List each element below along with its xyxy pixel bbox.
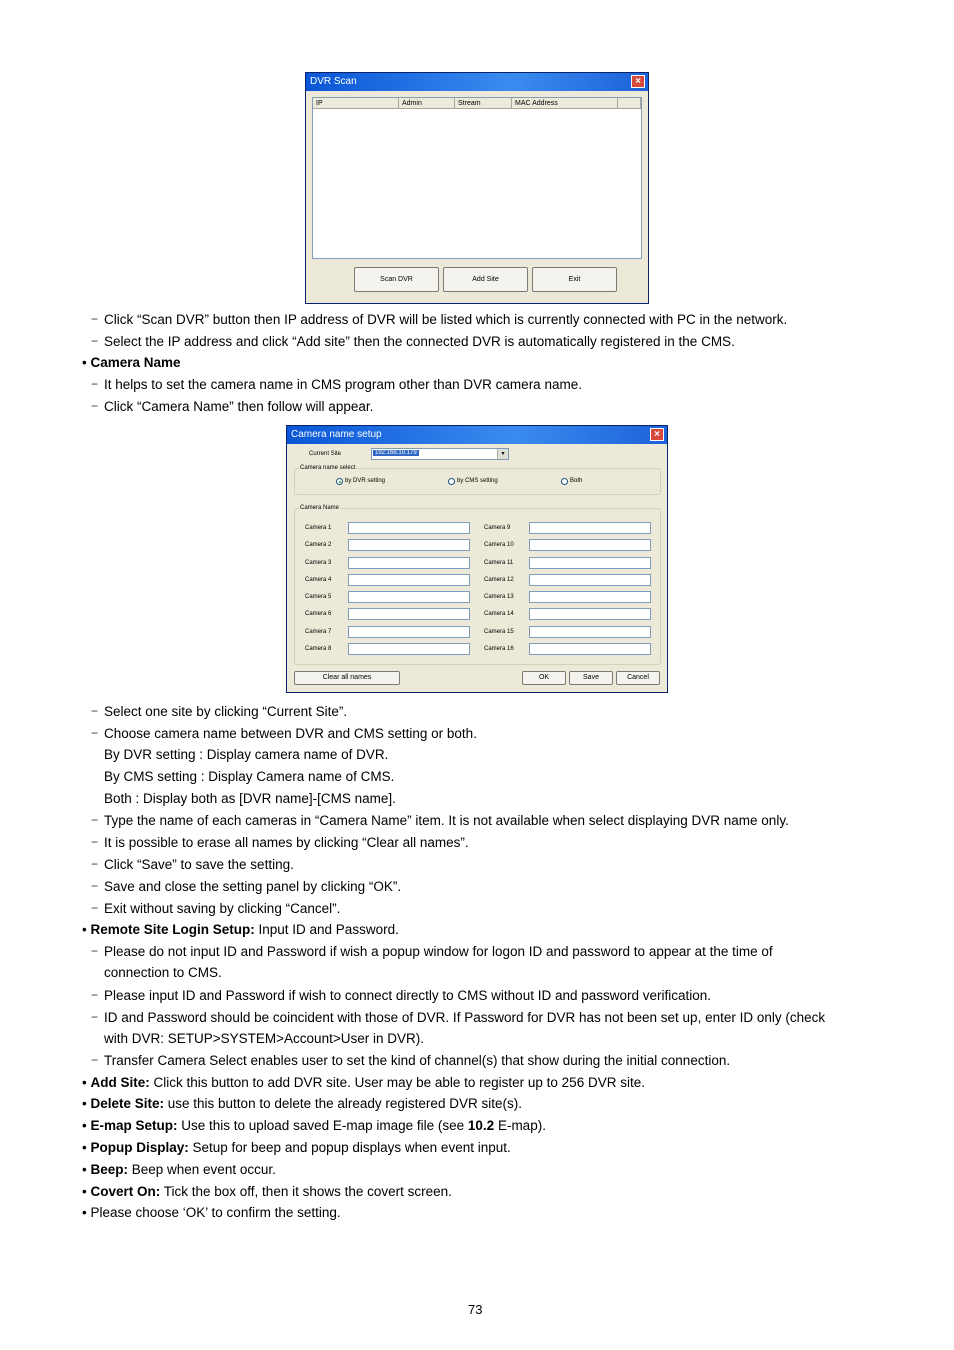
bullet-heading: Add Site: [90,1075,150,1090]
column-ip[interactable]: IP [313,98,399,109]
camera-label: Camera 5 [305,594,332,600]
camera-setup-titlebar [287,426,667,444]
current-site-select[interactable] [371,448,509,460]
bullet-heading: Delete Site: [90,1096,165,1111]
camera-setup-title: Camera name setup [291,429,382,440]
text-line: It helps to set the camera name in CMS program other than DVR camera name. [104,377,582,392]
camera-name-field[interactable] [529,591,651,603]
group-label: Camera Name [300,505,340,511]
text-line: Save and close the setting panel by clicking “OK”. [104,879,402,894]
bullet-heading: Beep: [90,1162,128,1177]
bullet-delete-site: • Delete Site: use this button to delete the already registered DVR site(s). [82,1096,522,1111]
camera-name-field[interactable] [529,626,651,638]
save-button[interactable]: Save [569,671,613,685]
camera-name-field[interactable] [529,574,651,586]
camera-name-field[interactable] [529,522,651,534]
dash: − [91,726,99,740]
bullet-popup-display: • Popup Display: Setup for beep and popup displays when event input. [82,1140,511,1155]
bullet-emap-setup: • E-map Setup: Use this to upload saved E-map image file (see 10.2 E-map). [82,1118,546,1133]
text-line: connection to CMS. [104,965,222,980]
bullet-text: E-map). [494,1118,546,1133]
heading-camera-name: • Camera Name [82,355,181,370]
bullet-heading: E-map Setup: [90,1118,178,1133]
text-line: Click “Save” to save the setting. [104,857,294,872]
cancel-button[interactable]: Cancel [616,671,660,685]
dash: − [91,835,99,849]
exit-button[interactable]: Exit [532,267,617,292]
bullet-remote-login: • Remote Site Login Setup: Input ID and Password. [82,922,399,937]
text-line: By DVR setting : Display camera name of DVR. [104,747,389,762]
clear-all-names-button[interactable]: Clear all names [294,671,400,685]
bullet-heading: Covert On: [90,1184,161,1199]
column-stream[interactable]: Stream [455,98,512,109]
dash: − [91,399,99,413]
text-line: Both : Display both as [DVR name]-[CMS name]. [104,791,396,806]
text-line: Click “Scan DVR” button then IP address of DVR will be listed which is currently connected with PC in the network. [104,312,788,327]
camera-label: Camera 6 [305,611,332,617]
dash: − [91,1053,99,1067]
text-line: Transfer Camera Select enables user to set the kind of channel(s) that show during the initial connection. [104,1053,731,1068]
text-line: Select the IP address and click “Add site” then the connected DVR is automatically registered in the CMS. [104,334,735,349]
bullet-ok: • Please choose ‘OK’ to confirm the setting. [82,1205,341,1220]
dvr-scan-title: DVR Scan [310,76,357,87]
bullet-text: Use this to upload saved E-map image file (see [177,1118,468,1133]
camera-label: Camera 12 [484,577,514,583]
bullet-heading: Remote Site Login Setup: [90,922,255,937]
bullet-text: Setup for beep and popup displays when event input. [188,1140,511,1155]
bullet-text: use this button to delete the already registered DVR site(s). [164,1096,522,1111]
radio-label: by DVR setting [345,478,386,484]
dash: − [91,704,99,718]
text-line: Type the name of each cameras in “Camera Name” item. It is not available when select displaying DVR name only. [104,813,789,828]
text-line: Click “Camera Name” then follow will appear. [104,399,374,414]
camera-label: Camera 14 [484,611,514,617]
camera-label: Camera 9 [484,525,511,531]
group-label: Camera name select [300,465,356,471]
heading-text: Camera Name [90,355,181,370]
text-line: By CMS setting : Display Camera name of CMS. [104,769,395,784]
text-line: Please input ID and Password if wish to connect directly to CMS without ID and password verification. [104,988,712,1003]
dvr-scan-titlebar [306,73,648,91]
camera-name-field[interactable] [529,608,651,620]
camera-name-field[interactable] [348,522,470,534]
bullet-text: Please choose ‘OK’ to confirm the setting. [90,1205,341,1220]
camera-label: Camera 3 [305,560,332,566]
dash: − [91,944,99,958]
radio-by-cms[interactable] [448,478,455,485]
dash: − [91,813,99,827]
camera-label: Camera 11 [484,560,514,566]
current-site-value: 192.168.10.179 [375,450,417,456]
camera-name-field[interactable] [348,557,470,569]
camera-name-setup-dialog [286,425,668,693]
camera-name-field[interactable] [529,643,651,655]
column-admin[interactable]: Admin [399,98,455,109]
text-line: Please do not input ID and Password if wish a popup window for logon ID and password to appear at the time of [104,944,773,959]
text-line: Choose camera name between DVR and CMS setting or both. [104,726,477,741]
text-line: ID and Password should be coincident with those of DVR. If Password for DVR has not been set up, enter ID only (check [104,1010,826,1025]
column-mac-address[interactable]: MAC Address [512,98,618,109]
dvr-scan-dialog [305,72,649,304]
add-site-button[interactable]: Add Site [443,267,528,292]
camera-name-field[interactable] [348,608,470,620]
bullet-text: Click this button to add DVR site. User may be able to register up to 256 DVR site. [149,1075,645,1090]
camera-label: Camera 16 [484,646,514,652]
current-site-label: Current Site [309,451,342,457]
camera-label: Camera 1 [305,525,332,531]
section-ref: 10.2 [467,1118,495,1133]
dash: − [91,988,99,1002]
text-line: with DVR: SETUP>SYSTEM>Account>User in DVR). [104,1031,424,1046]
column-filler [618,98,641,109]
camera-label: Camera 13 [484,594,514,600]
dash: − [91,1010,99,1024]
bullet-beep: • Beep: Beep when event occur. [82,1162,276,1177]
camera-label: Camera 15 [484,629,514,635]
camera-label: Camera 2 [305,542,332,548]
text-line: Exit without saving by clicking “Cancel”. [104,901,341,916]
ok-button[interactable]: OK [522,671,566,685]
dvr-list[interactable] [312,97,642,259]
dash: − [91,879,99,893]
camera-name-field[interactable] [529,539,651,551]
page-number: 73 [468,1302,483,1317]
dash: − [91,901,99,915]
dash: − [91,312,99,326]
camera-name-field[interactable] [348,626,470,638]
camera-label: Camera 7 [305,629,332,635]
text-line: It is possible to erase all names by clicking “Clear all names”. [104,835,469,850]
chevron-down-icon[interactable]: ▾ [497,449,508,459]
close-icon[interactable]: × [650,428,664,441]
camera-label: Camera 10 [484,542,514,548]
bullet-text: Tick the box off, then it shows the covert screen. [160,1184,452,1199]
radio-label: Both [570,478,583,484]
bullet-heading: Popup Display: [90,1140,189,1155]
dash: − [91,377,99,391]
bullet-text: Beep when event occur. [128,1162,276,1177]
radio-both[interactable] [561,478,568,485]
camera-label: Camera 8 [305,646,332,652]
camera-name-field[interactable] [529,557,651,569]
radio-label: by CMS setting [457,478,498,484]
text-line: Select one site by clicking “Current Site”. [104,704,348,719]
scan-dvr-button[interactable]: Scan DVR [354,267,439,292]
camera-name-field[interactable] [348,574,470,586]
camera-name-field[interactable] [348,539,470,551]
radio-by-dvr[interactable] [336,478,343,485]
bullet-covert-on: • Covert On: Tick the box off, then it shows the covert screen. [82,1184,452,1199]
camera-name-field[interactable] [348,643,470,655]
bullet-add-site: • Add Site: Click this button to add DVR site. User may be able to register up to 256 DVR site. [82,1075,645,1090]
camera-label: Camera 4 [305,577,332,583]
camera-name-field[interactable] [348,591,470,603]
bullet-text: Input ID and Password. [254,922,399,937]
close-icon[interactable]: × [631,75,645,88]
dash: − [91,334,99,348]
dash: − [91,857,99,871]
